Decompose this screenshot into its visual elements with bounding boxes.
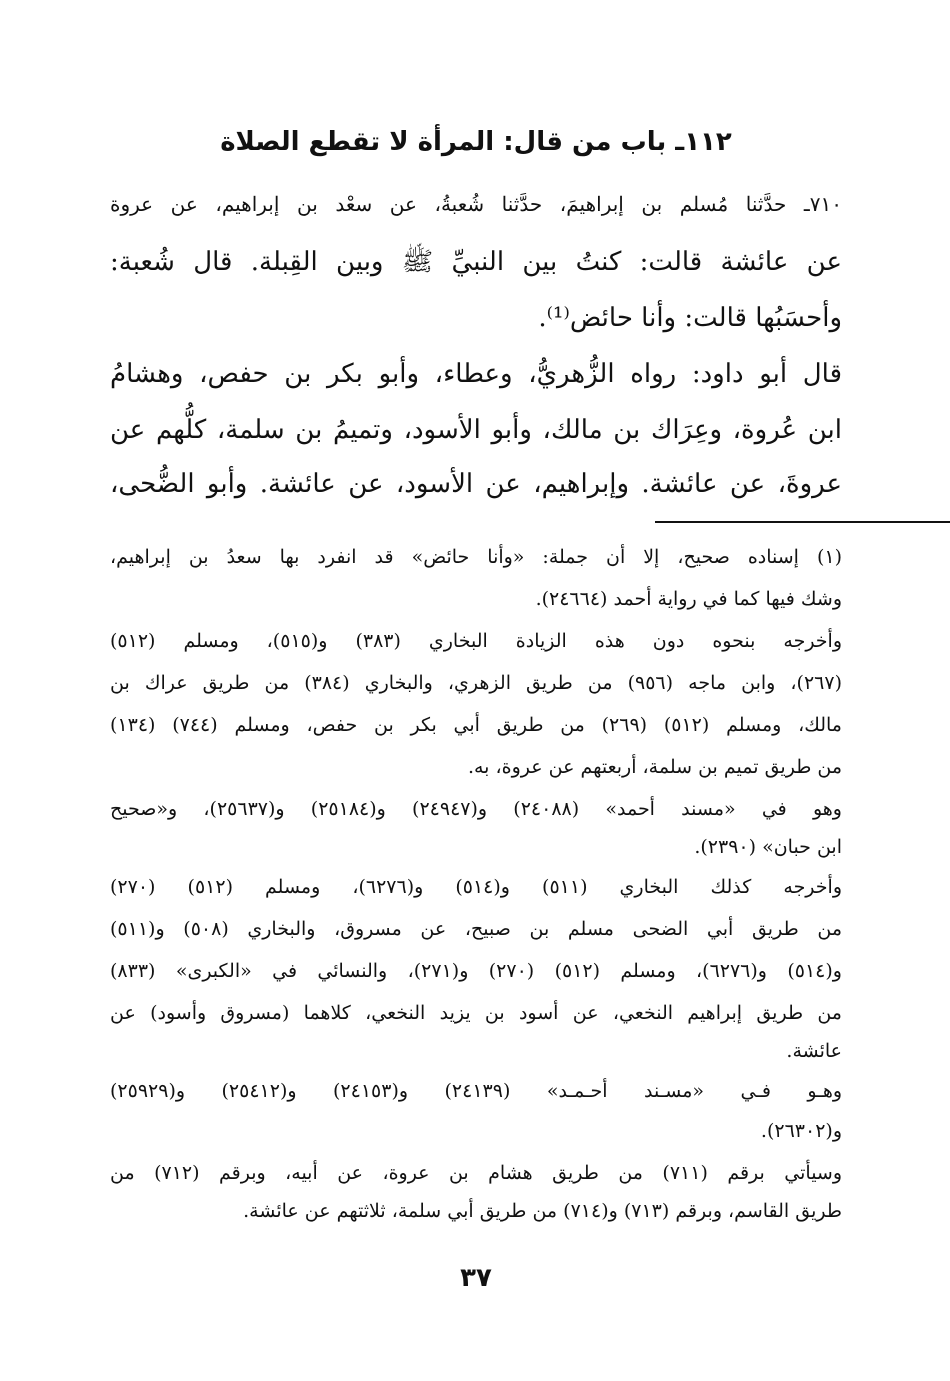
- chapter-title: ١١٢ـ باب من قال: المرأة لا تقطع الصلاة: [220, 127, 732, 157]
- footnote-line: وأخرجه بنحوه دون هذه الزيادة البخاري (٣٨٣) و(٥١٥)، ومسلم (٥١٢): [110, 630, 842, 652]
- footnote-line: وسيأتي برقم (٧١١) من طريق هشام بن عروة، عن أبيه، وبرقم (٧١٢) من: [110, 1162, 843, 1184]
- footnote-line: طريق القاسم، وبرقم (٧١٣) و(٧١٤) من طريق أبي سلمة، ثلاثتهم عن عائشة.: [243, 1200, 842, 1222]
- footnote-line: عائشة.: [786, 1040, 842, 1062]
- footnote-line: وهـو فـي «مسـند أحـمـد» (٢٤١٣٩) و(٢٤١٥٣) و(٢٥٤١٢) و(٢٥٩٢٩): [110, 1080, 843, 1102]
- footnote-line: وشك فيها كما في رواية أحمد (٢٤٦٦٤).: [535, 588, 842, 610]
- footnote-line: و(٢٦٣٠٢).: [760, 1120, 842, 1142]
- commentary-line: قال أبو داود: رواه الزُّهريُّ، وعطاء، وأبو بكر بن حفص، وهشامُ: [110, 359, 842, 389]
- footnote-line: من طريق إبراهيم النخعي، عن أسود بن يزيد النخعي، كلاهما (مسروق وأسود) عن: [110, 1002, 842, 1024]
- footnote-line: ابن حبان» (٢٣٩٠).: [694, 836, 842, 858]
- page-number: ٣٧: [460, 1263, 492, 1293]
- commentary-line: ابن عُروة، وعِرَاك بن مالك، وأبو الأسود، وتميمُ بن سلمة، كلُّهم عن: [110, 415, 842, 445]
- hadith-text-line: وأحسَبُها قالت: وأنا حائض⁽¹⁾.: [538, 303, 842, 333]
- hadith-isnad-line: ٧١٠ـ حدَّثنا مُسلم بن إبراهيمَ، حدَّثنا شُعبةُ، عن سعْد بن إبراهيم، عن عروة: [110, 192, 842, 216]
- footnote-separator: [655, 521, 950, 523]
- commentary-line: عروةَ، عن عائشة. وإبراهيم، عن الأسود، عن عائشة. وأبو الضُّحى،: [110, 469, 842, 499]
- footnote-line: من طريق أبي الضحى مسلم بن صبيح، عن مسروق، والبخاري (٥٠٨) و(٥١١): [110, 918, 842, 940]
- footnote-line: وأخرجه كذلك البخاري (٥١١) و(٥١٤) و(٦٢٧٦)، ومسلم (٥١٢) (٢٧٠): [110, 876, 842, 898]
- footnote-line: وهو في «مسند أحمد» (٢٤٠٨٨) و(٢٤٩٤٧) و(٢٥١٨٤) و(٢٥٦٣٧)، و«صحيح: [110, 798, 842, 820]
- footnote-line: من طريق تميم بن سلمة، أربعتهم عن عروة، به.: [467, 756, 842, 778]
- footnote-line: (٢٦٧)، وابن ماجه (٩٥٦) من طريق الزهري، والبخاري (٣٨٤) من طريق عراك بن: [110, 672, 842, 694]
- footnote-line: و(٥١٤) و(٦٢٧٦)، ومسلم (٥١٢) (٢٧٠) و(٢٧١)، والنسائي في «الكبرى» (٨٣٣): [110, 960, 842, 982]
- footnote-line: مالك، ومسلم (٥١٢) (٢٦٩) من طريق أبي بكر بن حفص، ومسلم (٧٤٤) (١٣٤): [110, 714, 842, 736]
- hadith-text-line: عن عائشة قالت: كنتُ بين النبيِّ ﷺ وبين القِبلة. قال شُعبة:: [110, 247, 842, 277]
- footnote-line: (١) إسناده صحيح، إلا أن جملة: «وأنا حائض» قد انفرد بها سعدُ بن إبراهيم،: [110, 546, 842, 568]
